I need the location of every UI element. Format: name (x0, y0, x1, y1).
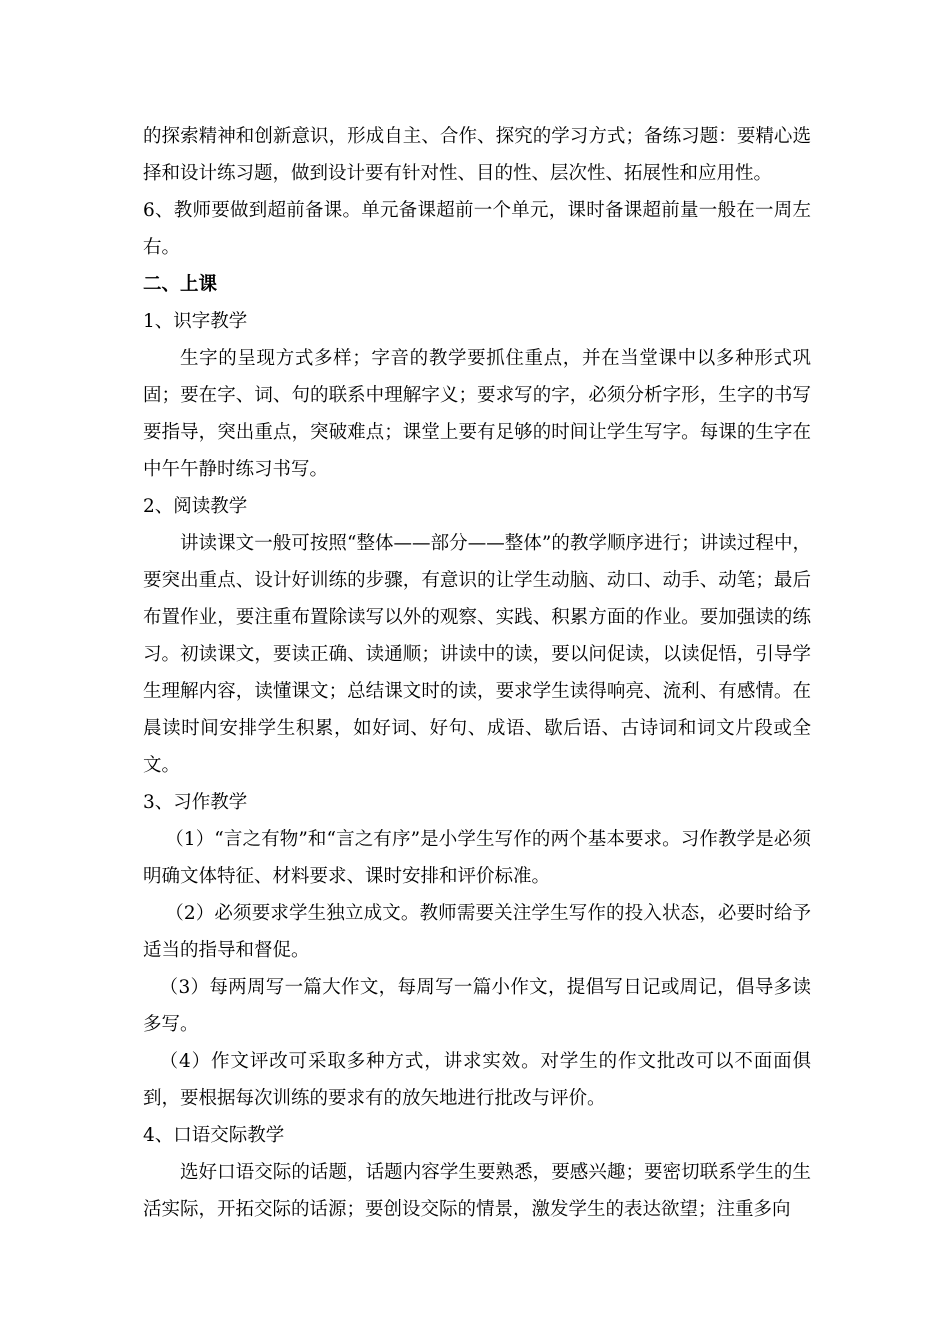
paragraph-intro: 的探索精神和创新意识，形成自主、合作、探究的学习方式；备练习题：要精心选择和设计练习题，做到设计要有针对性、目的性、层次性、拓展性和应用性。 (143, 126, 811, 184)
paragraph-oral: 选好口语交际的话题，话题内容学生要熟悉，要感兴趣；要密切联系学生的生活实际，开拓交际的话源；要创设交际的情景，激发学生的表达欲望；注重多向 (143, 1162, 811, 1220)
subheading-oral: 4、口语交际教学 (143, 1125, 285, 1146)
paragraph-writing-3: （3）每两周写一篇大作文，每周写一篇小作文，提倡写日记或周记，倡导多读多写。 (143, 977, 811, 1035)
paragraph-literacy: 生字的呈现方式多样；字音的教学要抓住重点，并在当堂课中以多种形式巩固；要在字、词、句的联系中理解字义；要求写的字，必须分析字形，生字的书写要指导，突出重点，突破难点；课堂上要有足够的时间让学生写字。每课的生字在中午午静时练习书写。 (143, 348, 811, 480)
subheading-reading: 2、阅读教学 (143, 496, 248, 517)
section-heading-class: 二、上课 (143, 274, 218, 295)
paragraph-writing-4: （4）作文评改可采取多种方式，讲求实效。对学生的作文批改可以不面面俱到，要根据每次训练的要求有的放矢地进行批改与评价。 (143, 1051, 811, 1109)
paragraph-writing-2: （2）必须要求学生独立成文。教师需要关注学生写作的投入状态，必要时给予适当的指导和督促。 (143, 903, 811, 961)
paragraph-writing-1: （1）“言之有物”和“言之有序”是小学生写作的两个基本要求。习作教学是必须明确文体特征、材料要求、课时安排和评价标准。 (143, 829, 811, 887)
document-body (143, 118, 811, 1228)
subheading-writing: 3、习作教学 (143, 792, 248, 813)
subheading-literacy: 1、识字教学 (143, 311, 248, 332)
paragraph-item-6: 6、教师要做到超前备课。单元备课超前一个单元，课时备课超前量一般在一周左右。 (143, 200, 811, 258)
paragraph-reading: 讲读课文一般可按照“整体——部分——整体”的教学顺序进行；讲读过程中，要突出重点、设计好训练的步骤，有意识的让学生动脑、动口、动手、动笔；最后布置作业，要注重布置除读写以外的观察、实践、积累方面的作业。要加强读的练习。初读课文，要读正确、读通顺；讲读中的读，要以问促读，以读促悟，引导学生理解内容，读懂课文；总结课文时的读，要求学生读得响亮、流利、有感情。在晨读时间安排学生积累，如好词、好句、成语、歇后语、古诗词和词文片段或全文。 (143, 533, 811, 776)
